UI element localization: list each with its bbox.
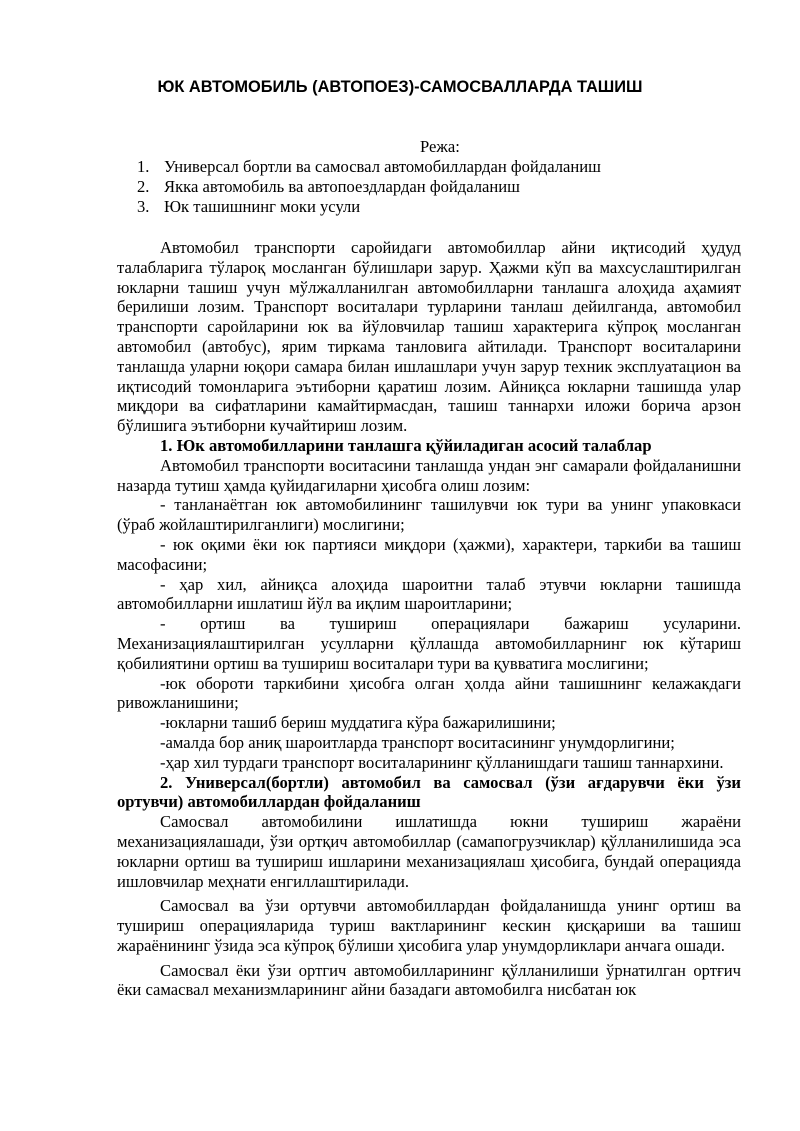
body-paragraph: Самосвал ёки ўзи ортгич автомобилларининг қўлланилиши ўрнатилган ортғич ёки самасвал механизмларининг айни базадаги автомобилга нисбатан юк bbox=[117, 960, 741, 1000]
body-paragraph: Самосвал автомобилини ишлатишда юкни тушириш жараёни механизациялашади, ўзи ортқич автомобиллар (самапогрузчиклар) қўлланилишида эса юкларни ортиш ва тушириш ишларини механизациялаш ҳисобига, бундай операцияда ишловчилар меҳнати енгиллаштирилади. bbox=[117, 812, 741, 891]
plan-label: Режа: bbox=[420, 137, 460, 156]
requirement-item: -юкларни ташиб бериш муддатига кўра бажарилишини; bbox=[160, 713, 556, 733]
plan-list bbox=[137, 157, 737, 216]
plan-item-number: 2. bbox=[137, 176, 150, 196]
plan-item-text: Юк ташишнинг моки усули bbox=[164, 196, 361, 216]
plan-item-text: Универсал бортли ва самосвал автомобиллардан фойдаланиш bbox=[164, 157, 601, 176]
plan-item-number: 1. bbox=[137, 157, 150, 176]
plan-item bbox=[137, 157, 737, 177]
intro-paragraph: Автомобил транспорти саройидаги автомобиллар айни иқтисодий ҳудуд талабларига тўлароқ мосланган бўлишлари зарур. Ҳажми кўп ва махсуслаштирилган юкларни ташиш учун мўлжалланилган автомобилларни танлашга алоҳида аҳамият берилиши лозим. Транспорт воситалари турларини танлаш дейилганда, автомобил транспорти саройларини юк ва йўловчилар ташиш характерига кўпроқ мосланган автомобил (автобус), ярим тиркама танловига айтилади. Транспорт воситаларини танлашда уларни юқори самара билан ишлашлари учун зарур техник эксплуатацион ва иқтисодий томонларига эътиборни қаратиш лозим. Айниқса юкларни ташишда улар миқдори ва сифатларини камайтирмасдан, ташиш таннархи иложи борича арзон бўлишига эътиборни кучайтириш лозим. bbox=[117, 238, 741, 436]
requirement-item: -амалда бор аниқ шароитларда транспорт воситасининг унумдорлигини; bbox=[160, 732, 675, 752]
section-heading-2: 2. Универсал(бортли) автомобил ва самосвал (ўзи ағдарувчи ёки ўзи ортувчи) автомобиллардан фойдаланиш bbox=[117, 772, 741, 812]
body-paragraph: Самосвал ва ўзи ортувчи автомобиллардан фойдаланишда унинг ортиш ва тушириш операцияларида туриш вактларининг кескин қисқариши ва ташиш жараёнининг ўзида эса кўпроқ бўлиши ҳисобига улар унумдорликлари анчага ошади. bbox=[117, 896, 741, 955]
document-title: ЮК АВТОМОБИЛЬ (АВТОПОЕЗ)-САМОСВАЛЛАРДА ТАШИШ bbox=[157, 78, 643, 96]
plan-item-number: 3. bbox=[137, 196, 150, 216]
section-heading-1: 1. Юк автомобилларини танлашга қўйиладиган асосий талаблар bbox=[160, 435, 652, 455]
requirement-item: - ҳар хил, айниқса алоҳида шароитни талаб этувчи юкларни ташишда автомобилларни ишлатиш йўл ва иқлим шароитларини; bbox=[117, 574, 741, 614]
plan-item bbox=[137, 197, 737, 217]
document-body bbox=[117, 238, 741, 1000]
body-paragraph: Автомобил транспорти воситасини танлашда ундан энг самарали фойдаланишни назарда тутиш ҳамда қуйидагиларни ҳисобга олиш лозим: bbox=[117, 455, 741, 495]
requirement-item: - ортиш ва тушириш операциялари бажариш усуларини. Механизациялаштирилган усулларни қўллашда автомобилларнинг юк кўтариш қобилиятини ортиш ва тушириш воситалари тури ва қувватига мослигини; bbox=[117, 614, 741, 673]
plan-item-text: Якка автомобиль ва автопоездлардан фойдаланиш bbox=[164, 176, 520, 196]
plan-item bbox=[137, 177, 737, 197]
requirement-item: - юк оқими ёки юк партияси миқдори (ҳажми), характери, таркиби ва ташиш масофасини; bbox=[117, 534, 741, 574]
requirement-item: - танланаётган юк автомобилининг ташилувчи юк тури ва унинг упаковкаси (ўраб жойлаштирилганлиги) мослигини; bbox=[117, 495, 741, 535]
requirement-item: -юк обороти таркибини ҳисобга олган ҳолда айни ташишнинг келажакдаги ривожланишини; bbox=[117, 673, 741, 713]
requirement-item: -ҳар хил турдаги транспорт воситаларининг қўлланишдаги ташиш таннархини. bbox=[160, 752, 724, 772]
